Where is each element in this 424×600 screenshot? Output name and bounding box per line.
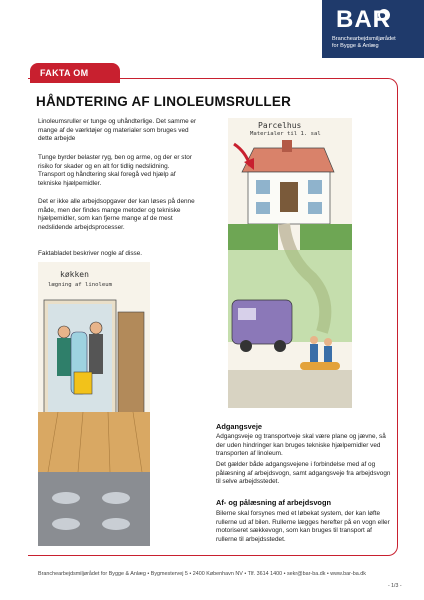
section-heading-af-paalaesning: Af- og pålæsning af arbejdsvogn	[216, 498, 331, 507]
section-heading-adgangsveje: Adgangsveje	[216, 422, 263, 431]
intro-paragraph-3: Det er ikke alle arbejdsopgaver der kan løses på denne måde, men der findes mange metoder og tekniske hjælpemidler, som kan fjerne mange af de mest nedslidende arbejdsprocesser.	[38, 198, 195, 231]
house-caption-title: Parcelhus	[258, 121, 302, 130]
logo-figure-icon	[378, 9, 390, 21]
bar-logo	[322, 0, 424, 58]
adgangsveje-paragraph-1: Adgangsveje og transportveje skal være plane og jævne, så der uden hindringer kan bruges tekniske hjælpemidler ved transporten af linoleum.	[216, 433, 386, 458]
kitchen-caption-title: køkken	[60, 270, 89, 279]
adgangsveje-paragraph-2: Det gælder både adgangsvejene i forbindelse med af og pålæsning af arbejdsvogn, samt adgangsveje fra arbejdsvogn til selve arbejdsstedet.	[216, 461, 391, 486]
page-title: HÅNDTERING AF LINOLEUMSRULLER	[36, 94, 292, 109]
logo-subtitle-line2: for Bygge & Anlæg	[332, 43, 379, 49]
house-illustration	[228, 118, 352, 408]
kitchen-caption-sub: lægning af linoleum	[48, 282, 112, 288]
intro-paragraph-1: Linoleumsruller er tunge og uhåndterlige. Det samme er mange af de værktøjer og materialer som bruges ved dette arbejde	[38, 118, 197, 143]
intro-paragraph-2: Tunge byrder belaster ryg, ben og arme, og der er stor risiko for skader og en alt for tidlig nedslidning. Transport og håndtering skal foregå ved hjælp af tekniske hjælpemidler.	[38, 154, 192, 187]
intro-paragraph-4: Faktabladet beskriver nogle af disse.	[38, 250, 143, 257]
af-paalaesning-paragraph: Bilerne skal forsynes med et løbekat system, der kan løfte rullerne ud af bilen. Rullerne lægges herefter på en vogn eller motoriseret sækkevogn, som kan bruges til transport af rullerne til arbejdsstedet.	[216, 510, 390, 543]
logo-subtitle	[332, 36, 422, 50]
logo-mark: BAR	[336, 6, 391, 33]
house-caption-sub: Materialer til 1. sal	[250, 131, 321, 137]
footer-contact: Branchearbejdsmiljørådet for Bygge & Anlæg • Bygmestervej 5 • 2400 København NV • Tlf. 3614 1400 • sekr@bar-ba.dk • www.bar-ba.dk	[38, 571, 366, 577]
page-number: - 1/3 -	[388, 583, 402, 589]
house-drawing	[228, 118, 352, 408]
kitchen-drawing	[38, 262, 150, 546]
logo-subtitle-line1: Branchearbejdsmiljørådet	[332, 36, 396, 42]
kitchen-illustration	[38, 262, 150, 546]
fakta-om-tab: FAKTA OM	[30, 63, 120, 83]
